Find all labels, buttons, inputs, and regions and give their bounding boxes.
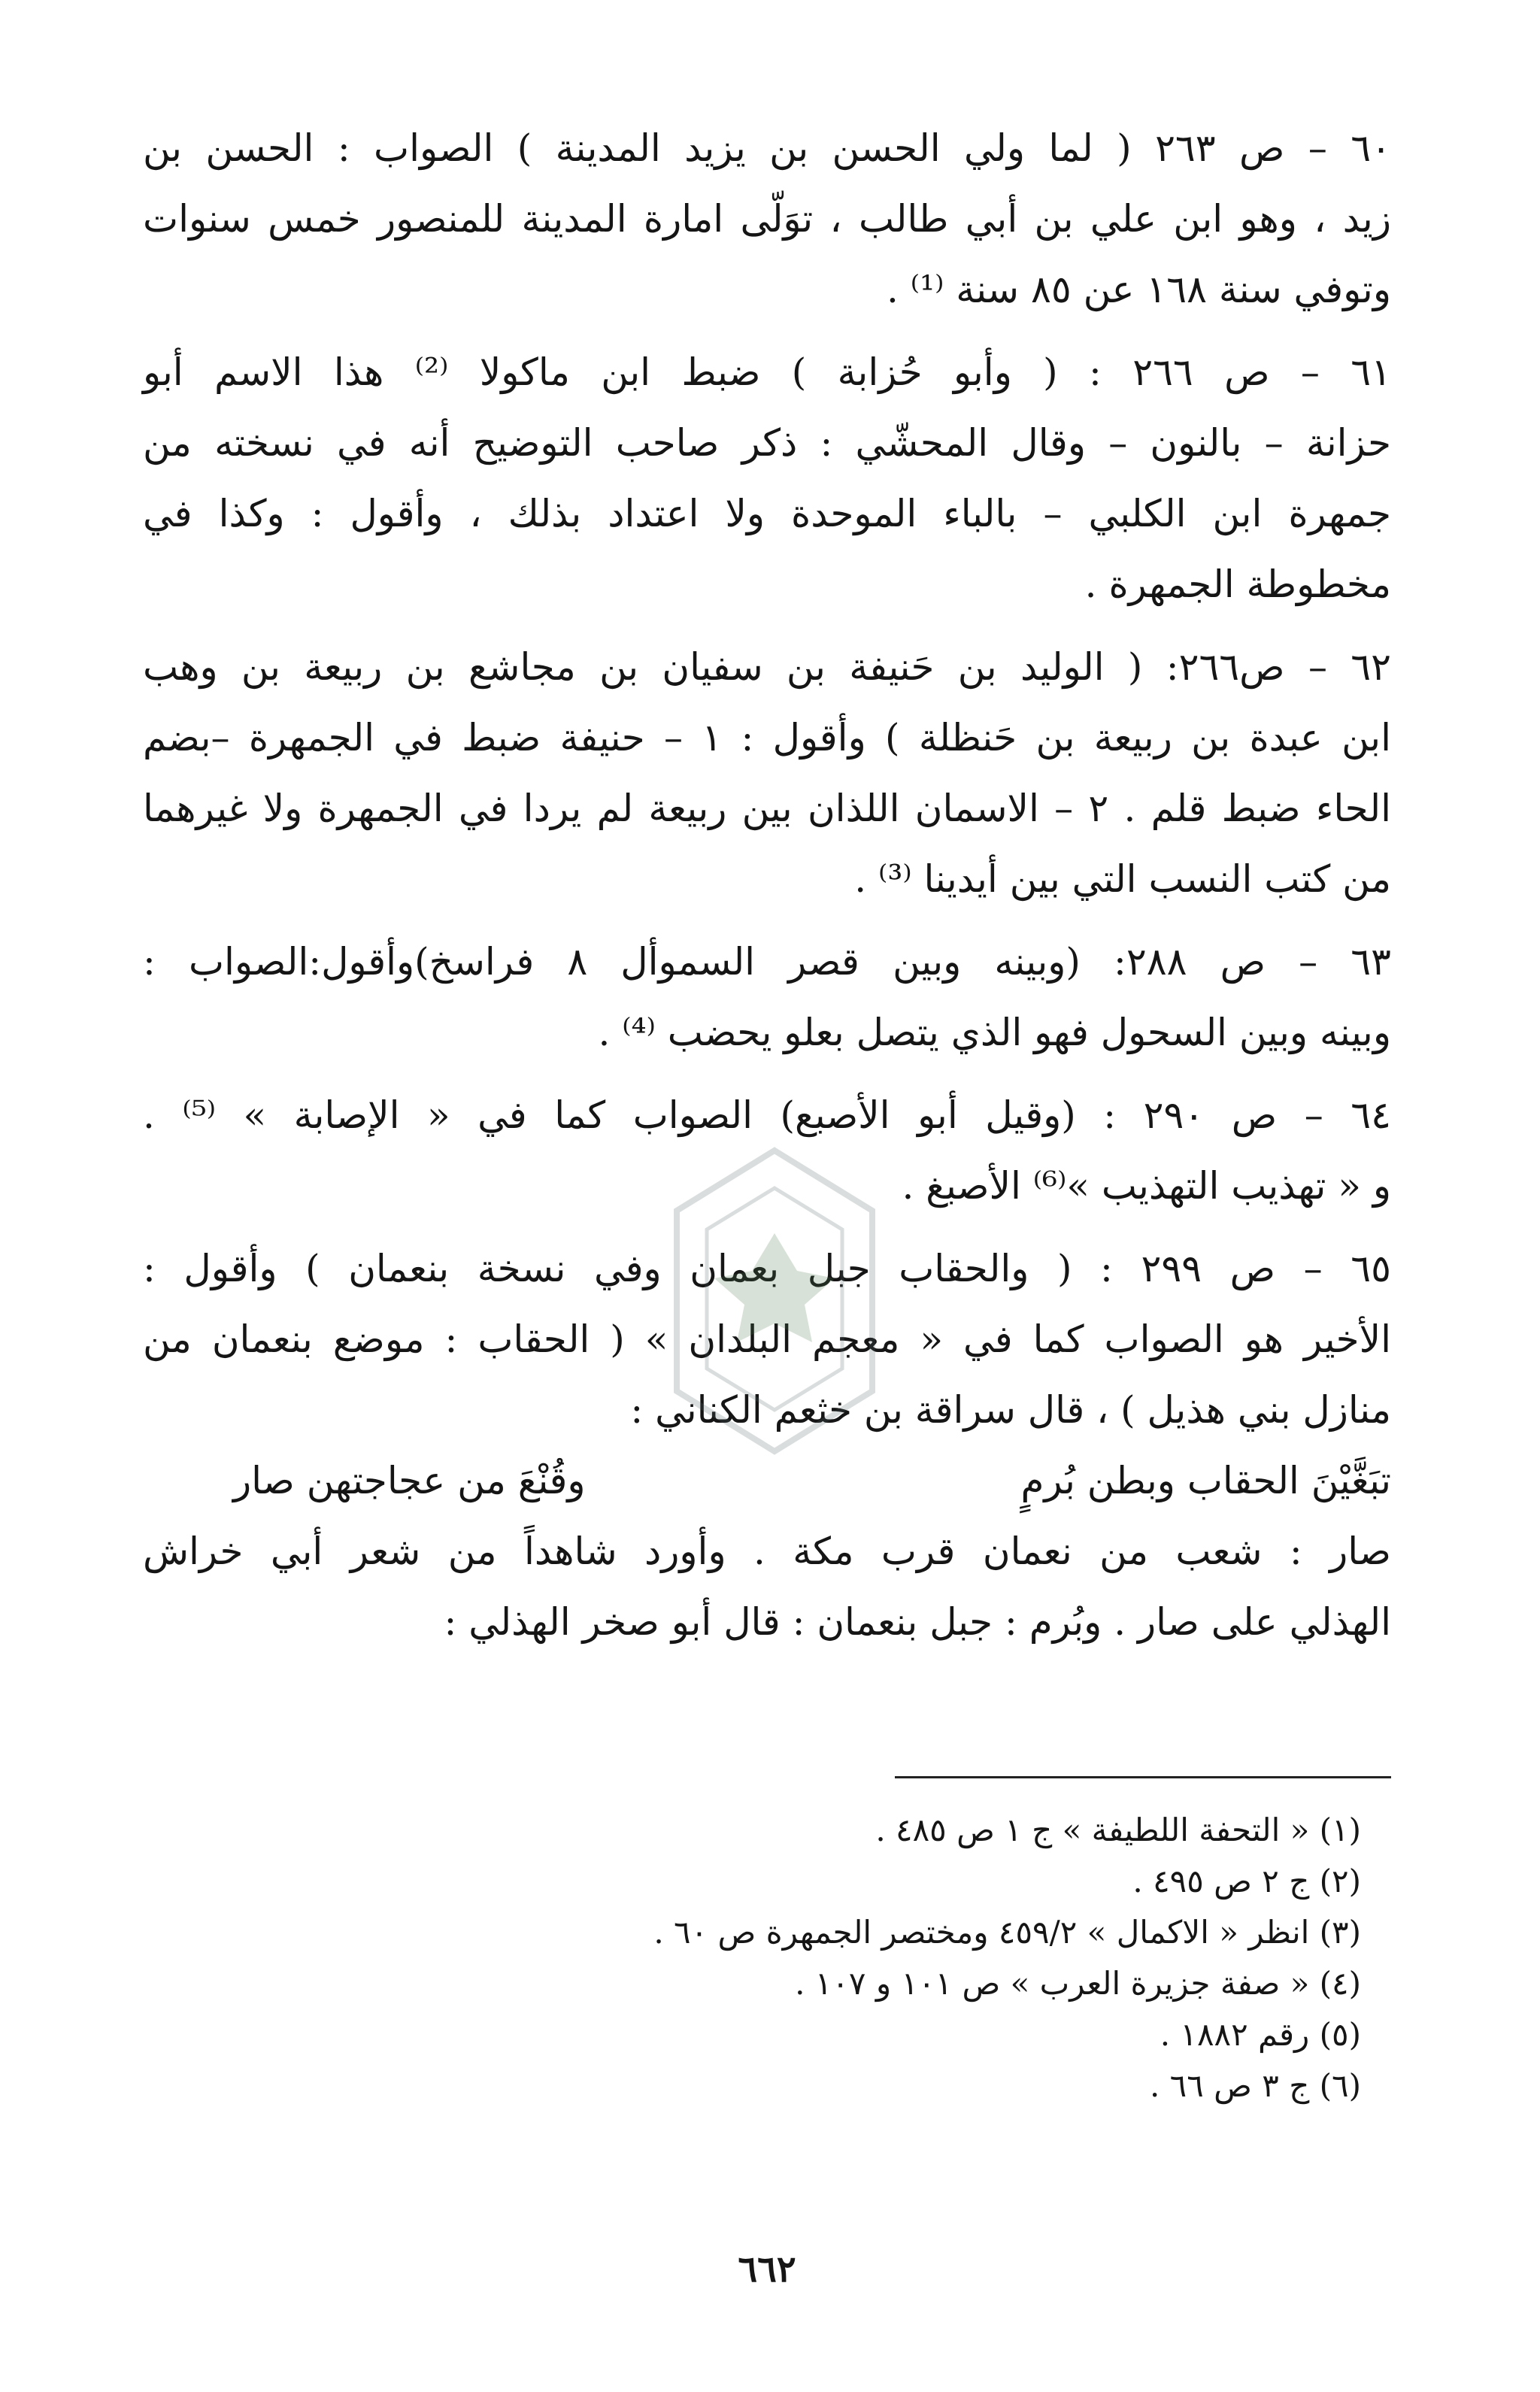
note-62-line-1: ٦٢ – ص٢٦٦: ( الوليد بن حَنيفة بن سفيان بن مجاشع بن ربيعة بن وهب <box>143 645 1391 689</box>
verse-second-hemistich: وقُنْعَ من عجاجتهن صار <box>233 1459 586 1502</box>
verse-first-hemistich: تبَغَّيْنَ الحقاب وبطن بُرمٍ <box>1020 1459 1391 1502</box>
note-60-line-2: زيد ، وهو ابن علي بن أبي طالب ، توَلّى امارة المدينة للمنصور خمس سنوات <box>143 197 1391 241</box>
note-60 <box>143 113 1391 325</box>
note-61-line-4: مخطوطة الجمهرة . <box>1084 562 1391 606</box>
note-61 <box>143 337 1391 620</box>
book-page <box>143 113 1391 2339</box>
note-64-line-2: و « تهذيب التهذيب »⁽⁶⁾ الأصبغ . <box>902 1164 1391 1208</box>
note-63-line-1: ٦٣ – ص ٢٨٨: (وبينه وبين قصر السموأل ٨ فراسخ)وأقول:الصواب : <box>143 940 1391 984</box>
note-65-line-2: الأخير هو الصواب كما في « معجم البلدان » ( الحقاب : موضع بنعمان من <box>143 1317 1391 1361</box>
footnote-4: (٤) « صفة جزيرة العرب » ص ١٠١ و ١٠٧ . <box>795 1965 1361 2002</box>
note-65-line-3: منازل بني هذيل ) ، قال سراقة بن خثعم الكناني : <box>630 1388 1391 1432</box>
closing-paragraph <box>143 1516 1391 1657</box>
note-65-line-1: ٦٥ – ص ٢٩٩ : ( والحقاب جبل بعمان وفي نسخة بنعمان ) وأقول : <box>143 1247 1391 1290</box>
footnote-3: (٣) انظر « الاكمال » ٤٥٩/٢ ومختصر الجمهرة ص ٦٠ . <box>653 1914 1361 1951</box>
note-61-line-3: جمهرة ابن الكلبي – بالباء الموحدة ولا اعتداد بذلك ، وأقول : وكذا في <box>143 492 1391 535</box>
note-64-line-1: ٦٤ – ص ٢٩٠ : (وقيل أبو الأصبع) الصواب كما في « الإصابة » ⁽⁵⁾ . <box>143 1093 1391 1137</box>
page-number: ٦٦٢ <box>738 2248 796 2290</box>
main-text <box>143 113 1391 1657</box>
note-62-line-3: الحاء ضبط قلم . ٢ – الاسمان اللذان بين ربيعة لم يردا في الجمهرة ولا غيرهما <box>143 787 1391 830</box>
note-65 <box>143 1233 1391 1445</box>
footnote-1: (١) « التحفة اللطيفة » ج ١ ص ٤٨٥ . <box>875 1811 1361 1848</box>
closing-line-2: الهذلي على صار . وبُرم : جبل بنعمان : قال أبو صخر الهذلي : <box>444 1600 1391 1644</box>
note-62-line-4: من كتب النسب التي بين أيدينا ⁽³⁾ . <box>854 857 1391 901</box>
footnote-5: (٥) رقم ١٨٨٢ . <box>1160 2016 1361 2053</box>
note-60-line-1: ٦٠ – ص ٢٦٣ ( لما ولي الحسن بن يزيد المدينة ) الصواب : الحسن بن <box>143 126 1391 170</box>
note-60-line-3: وتوفي سنة ١٦٨ عن ٨٥ سنة ⁽¹⁾ . <box>886 268 1391 311</box>
closing-line-1: صار : شعب من نعمان قرب مكة . وأورد شاهداً من شعر أبي خراش <box>143 1529 1391 1573</box>
footnotes-list <box>233 1805 1361 2112</box>
note-62 <box>143 632 1391 914</box>
footnote-separator <box>895 1776 1391 1778</box>
footnote-2: (٢) ج ٢ ص ٤٩٥ . <box>1132 1863 1361 1899</box>
note-63 <box>143 926 1391 1068</box>
note-63-line-2: وبينه وبين السحول فهو الذي يتصل بعلو يحضب ⁽⁴⁾ . <box>598 1011 1391 1054</box>
note-61-line-1: ٦١ – ص ٢٦٦ : ( وأبو حُزابة ) ضبط ابن ماكولا ⁽²⁾ هذا الاسم أبو <box>143 350 1391 394</box>
note-61-line-2: حزانة – بالنون – وقال المحشّي : ذكر صاحب التوضيح أنه في نسخته من <box>143 421 1391 465</box>
footnote-6: (٦) ج ٣ ص ٦٦ . <box>1149 2067 1361 2104</box>
note-64 <box>143 1080 1391 1221</box>
note-62-line-2: ابن عبدة بن ربيعة بن حَنظلة ) وأقول : ١ – حنيفة ضبط في الجمهرة –بضم <box>143 716 1391 759</box>
poetry-verse <box>143 1445 1391 1516</box>
